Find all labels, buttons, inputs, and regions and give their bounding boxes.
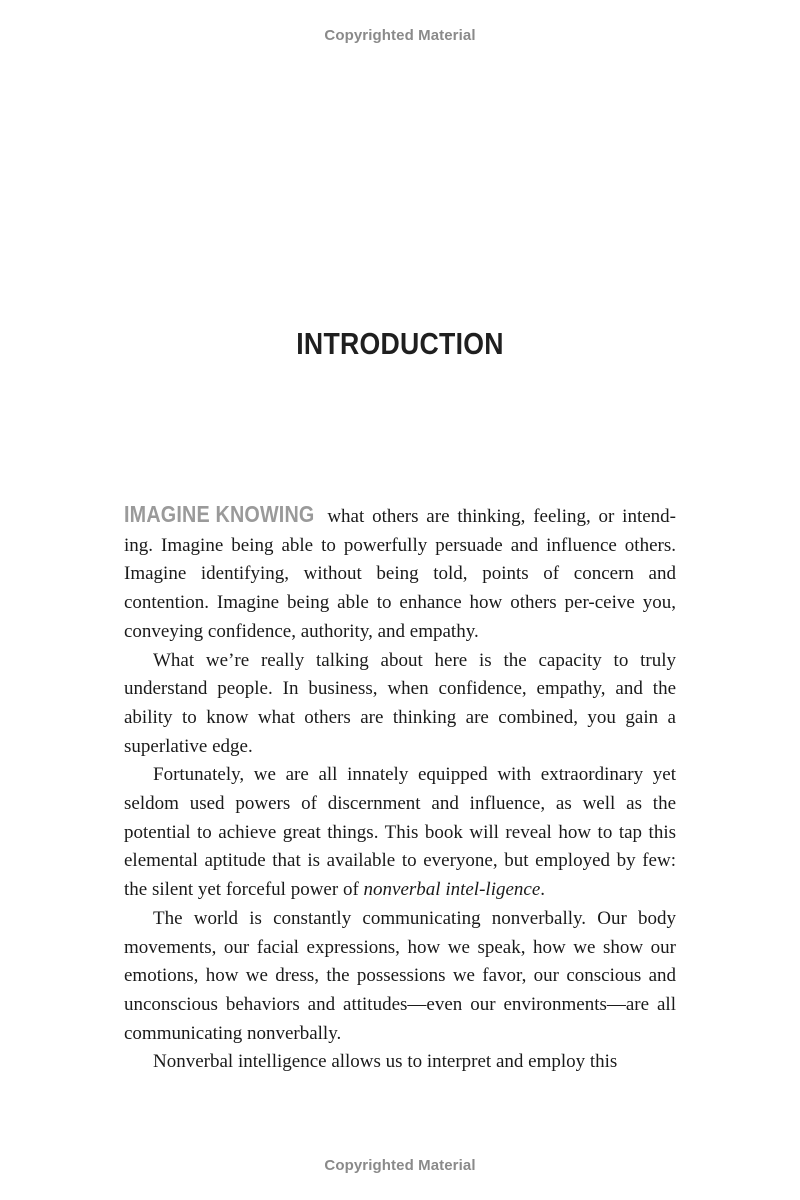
lead-in-caps: IMAGINE KNOWING — [124, 501, 315, 527]
paragraph-5: Nonverbal intelligence allows us to interpret and employ this — [153, 1051, 618, 1073]
body-text — [124, 500, 676, 1077]
paragraph-3 — [124, 761, 676, 905]
paragraph-3-emphasis: nonverbal intel-ligence — [363, 879, 541, 901]
paragraph-1-text: what others are thinking, feeling, or intend-ing. Imagine being able to powerfully persuade and influence others. Imagine identifying, without being told, points of concern and contention. Imagine being able to enhance how others per-ceive you, conveying confidence, authority, and empathy. — [124, 506, 676, 642]
copyright-watermark-top: Copyrighted Material — [324, 27, 476, 44]
paragraph-2: What we’re really talking about here is the capacity to truly understand people. In business, when confidence, empathy, and the ability to know what others are thinking are combined, you gain a superlative edge. — [124, 649, 676, 757]
paragraph-3-end: . — [540, 879, 546, 901]
paragraph-4: The world is constantly communicating nonverbally. Our body movements, our facial expressions, how we speak, how we show our emotions, how we dress, the possessions we favor, our conscious and unconscious behaviors and attitudes—even our environments—are all communicating nonverbally. — [124, 907, 676, 1044]
copyright-watermark-bottom: Copyrighted Material — [324, 1157, 476, 1174]
chapter-title: INTRODUCTION — [296, 326, 504, 361]
paragraph-1 — [124, 500, 676, 647]
paragraph-3-text: Fortunately, we are all innately equipped with extraordinary yet seldom used powers of discernment and influence, as well as the potential to achieve great things. This book will reveal how to tap this elemental aptitude that is available to everyone, but employed by few: the silent yet forceful power of — [124, 764, 676, 901]
